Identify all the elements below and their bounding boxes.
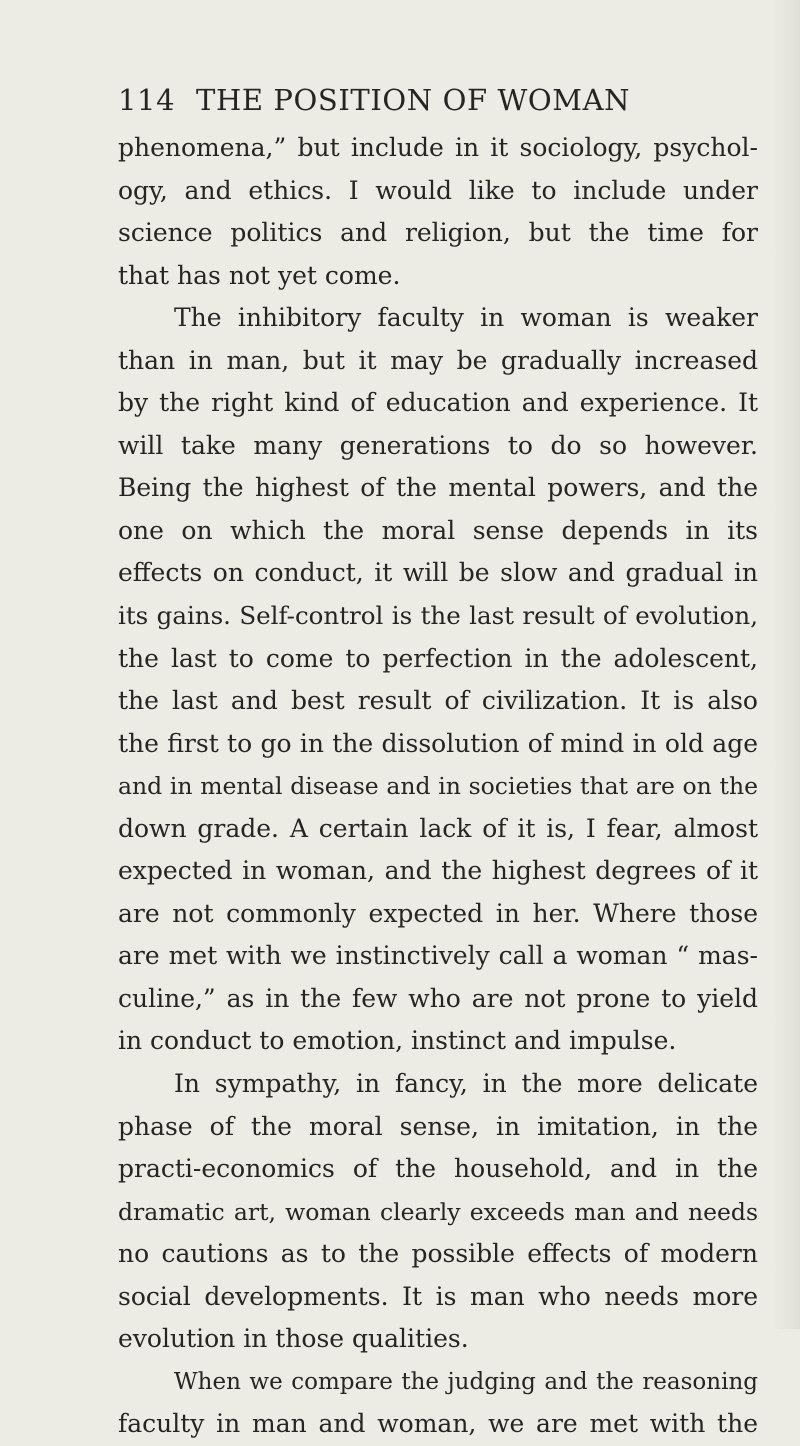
text-line: faculty in man and woman, we are met with the <box>118 1409 758 1439</box>
running-title: THE POSITION OF WOMAN <box>196 83 631 117</box>
page-edge-shadow <box>774 0 800 1329</box>
text-line: that has not yet come. <box>118 260 401 290</box>
text-line: one on which the moral sense depends in its <box>118 515 758 545</box>
text-line: by the right kind of education and experience. It <box>118 388 758 418</box>
text-line: down grade. A certain lack of it is, I fear, almost <box>118 813 758 843</box>
text-line: than in man, but it may be gradually increased <box>118 345 758 375</box>
paragraph-first-line: In sympathy, in fancy, in the more delicate <box>174 1069 758 1099</box>
text-line: will take many generations to do so however. <box>118 430 758 460</box>
text-line: practi-economics of the household, and in the <box>118 1154 758 1184</box>
text-line: no cautions as to the possible effects of modern <box>118 1239 758 1269</box>
text-line: evolution in those qualities. <box>118 1324 469 1354</box>
text-line: its gains. Self-control is the last result of evolution, <box>118 601 758 631</box>
text-line: phenomena,” but include in it sociology, psychol- <box>118 133 758 162</box>
text-line: the first to go in the dissolution of mind in old age <box>118 728 758 758</box>
paragraph-first-line: The inhibitory faculty in woman is weaker <box>174 303 758 333</box>
text-line: expected in woman, and the highest degrees of it <box>118 856 758 886</box>
text-line: dramatic art, woman clearly exceeds man and needs <box>118 1197 758 1226</box>
text-line: effects on conduct, it will be slow and gradual in <box>118 558 758 588</box>
text-line: the last to come to perfection in the adolescent, <box>118 643 758 673</box>
text-line: phase of the moral sense, in imitation, in the <box>118 1111 758 1141</box>
text-line: ogy, and ethics. I would like to include under <box>118 175 758 205</box>
text-line: social developments. It is man who needs more <box>118 1281 758 1311</box>
text-line: the last and best result of civilization. It is also <box>118 686 758 716</box>
text-line: culine,” as in the few who are not prone to yield <box>118 983 758 1013</box>
text-line: are not commonly expected in her. Where those <box>118 898 758 928</box>
text-line: in conduct to emotion, instinct and impulse. <box>118 1026 677 1056</box>
page-number: 114 <box>118 83 176 117</box>
text-line: and in mental disease and in societies that are on the <box>118 772 758 801</box>
text-line: are met with we instinctively call a woman “ mas- <box>118 941 758 971</box>
text-line: science politics and religion, but the time for <box>118 218 758 248</box>
body-text <box>118 127 758 1446</box>
paragraph-first-line: When we compare the judging and the reasoning <box>174 1368 758 1395</box>
text-line: Being the highest of the mental powers, and the <box>118 473 758 503</box>
running-header <box>118 78 678 122</box>
